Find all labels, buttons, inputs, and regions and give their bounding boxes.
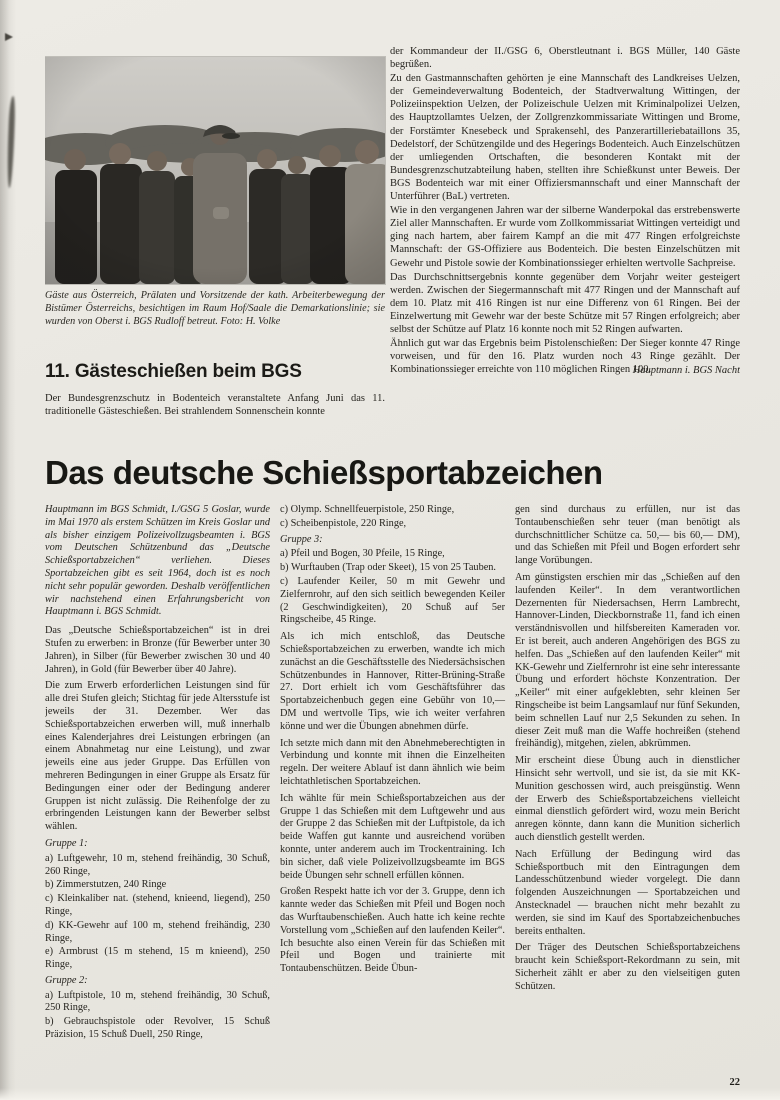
paragraph: Ich setzte mich dann mit den Abnehmeberechtigten in Verbindung und konnte mit ihnen die Einzelheiten regeln. Der weitere Ablauf ist dann ähnlich wie beim leichtathletischen Sportabzeichen. (280, 737, 505, 787)
photo-caption: Gäste aus Österreich, Prälaten und Vorsitzende der kath. Arbeiterbewegung der Bistümer Österreichs, besichtigen im Raum Hof/Saale die Demarkationslinie; sie wurden von Oberst i. BGS Rudloff betreut. Foto: H. Volke (45, 290, 385, 327)
list-item: a) Pfeil und Bogen, 30 Pfeile, 15 Ringe, (280, 548, 445, 560)
article2-col1 (45, 504, 270, 1092)
paragraph: Ich wählte für mein Schießsportabzeichen aus der Gruppe 1 das Schießen mit dem Luftgewehr und aus der Gruppe 2 das Schießen mit der Luftpistole, da ich beide Waffen gut kannte und ausreichend vorüben konnte, unter anderem auch im Trockentraining. Ich bin sicher, daß viele Polizeivollzugsbeamte im BGS beide Übungen sehr schnell erfüllen können. (280, 792, 505, 881)
group1-label: Gruppe 1: (45, 837, 88, 849)
list-item: c) Laufender Keiler, 50 m mit Gewehr und Zielfernrohr, auf den sich seitlich bewegenden Keiler (2 Geschwindigkeiten), 20 Schuß auf 5er Ringscheibe, 45 Ringe. (280, 575, 505, 626)
paragraph: der Kommandeur der II./GSG 6, Oberstleutnant i. BGS Müller, 140 Gäste begrüßen. (390, 46, 740, 71)
article1-continuation (390, 45, 740, 445)
paragraph: Am günstigsten erschien mir das „Schießen auf den laufenden Keiler“. In dem verantwortlichen Dezernenten für Niedersachsen, Herrn Lambrecht, Hannover-Linden, Dieckbornstraße 11, fand ich einen verständnisvollen und hilfsbereiten Kameraden vor. Er ist bereit, auch anderen Angehörigen des BGS zu helfen. Das „Schießen auf den laufenden Keiler“ mit KK-Gewehr und Zielfernrohr ist eine sehr interessante Übung und erfordert höchste Konzentration. Der „Keiler“ mit einer aufgeklebten, sehr kleinen 5er Ringscheibe ist beim Langsamlauf nur fünf Sekunden, beim schnellen Lauf nur 2,5 Sekunden zu sehen. In dieser Zeit muß man die Waffe hochreißen (stehend freihändig), mitgehen, zielen, abkrümmen. (515, 571, 740, 750)
paragraph: Das „Deutsche Schießsportabzeichen“ ist in drei Stufen zu erwerben: in Bronze (für Bewerber unter 30 Jahren), in Silber (für Bewerber zwischen 30 und 40 Jahren), in Gold (für Bewerber über 40 Jahre). (45, 625, 270, 675)
list-item: d) KK-Gewehr auf 100 m, stehend freihändig, 230 Ringe, (45, 919, 270, 944)
article2-col2 (280, 504, 505, 1092)
list-item: c) Scheibenpistole, 220 Ringe, (280, 517, 407, 529)
scan-strip-bottom (0, 1088, 780, 1100)
intro-paragraph: Hauptmann im BGS Schmidt, I./GSG 5 Goslar, wurde im Mai 1970 als erstem Schützen im Kreis Goslar und als bisher einzigem Polizeivollzugsbeamten i. BGS vom Deutschen Schützenbund das „Deutsche Schießsportabzeichen“ verliehen. Dieses Sportabzeichen gibt es seit 1964, doch ist es noch nicht sehr populär geworden. Deshalb veröffentlichen wir nachstehend einen Erfahrungsbericht von Hauptmann i. BGS Schmidt. (45, 504, 270, 618)
list-item: b) Wurftauben (Trap oder Skeet), 15 von 25 Tauben. (280, 562, 497, 574)
paragraph: Das Durchschnittsergebnis konnte gegenüber dem Vorjahr weiter gesteigert werden. Zwischen der Siegermannschaft mit 477 Ringen und der Mannschaft auf dem 10. Platz mit 416 Ringen ist nur eine Differenz von 61 Ringen. Bei der Einzelwertung mit Gewehr war der beste Schütze mit 57 Ringen erfolgreich; aber selbst der Schütze auf Platz 16 konnte noch mit 52 Ringen aufwarten. (390, 271, 740, 335)
paragraph: Ähnlich gut war das Ergebnis beim Pistolenschießen: Der Sieger konnte 47 Ringe vorweisen, und für den 16. Platz wurden noch 43 Ringe gezählt. Der Kombinationssieger erreichte von 110 möglichen Ringen 100. (390, 338, 740, 376)
paragraph: Als ich mich entschloß, das Deutsche Schießsportabzeichen zu erwerben, wandte ich mich zunächst an die Geschäftsstelle des Niedersächsischen Schützenbundes in Hannover, Ritter-Brüning-Straße 27. Dort erhielt ich vom Geschäftsführer das Sportabzeichenbuch gegen eine Gebühr von 10,— DM und wertvolle Tips, wie ich weiter verfahren könne und wer die Übungen abnehmen dürfe. (280, 631, 505, 732)
paragraph: Mir erscheint diese Übung auch in dienstlicher Hinsicht sehr wertvoll, und sie ist, da sie mit KK-Munition geschossen wird, auch preisgünstig. Wenn der Erwerb des Schießsportabzeichens vielleicht einmal dienstlich gefördert wird, wozu mein Bericht anregen könnte, dann kann die Munition sicherlich auch dienstlich gestellt werden. (515, 755, 740, 843)
top-section (45, 45, 740, 445)
article2-columns (45, 504, 740, 1092)
paragraph: Nach Erfüllung der Bedingung wird das Schießsportbuch mit den Eintragungen dem Landesschützenbund wieder vorgelegt. Die dann folgenden Auszeichnungen — Sportabzeichen und Anstecknadel — brauchen nicht mehr bezahlt zu werden, sie sind im Kauf des Sportabzeichenbuches bereits enthalten. (515, 848, 740, 937)
list-item: b) Gebrauchspistole oder Revolver, 15 Schuß Präzision, 15 Schuß Duell, 250 Ringe, (45, 1016, 270, 1041)
group2-label: Gruppe 2: (45, 974, 88, 986)
top-left-column (45, 45, 385, 445)
list-item: c) Olymp. Schnellfeuerpistole, 250 Ringe, (280, 504, 455, 515)
author-signature: Hauptmann i. BGS Nacht (632, 365, 740, 377)
article1-heading: 11. Gästeschießen beim BGS (45, 361, 302, 382)
list-item: a) Luftgewehr, 10 m, stehend freihändig, 30 Schuß, 260 Ringe, (45, 852, 270, 877)
page-number: 22 (729, 1077, 740, 1088)
paragraph: gen sind durchaus zu erfüllen, nur ist das Tontaubenschießen sehr teuer (man benötigt als durchschnittlicher Schütze ca. 50,— bis 60,— DM), und das Schießen mit Pfeil und Bogen erfordert sehr lange Vorübungen. (515, 504, 740, 567)
photo-wrap (45, 57, 385, 284)
page-content (45, 45, 740, 1092)
paragraph: Der Träger des Deutschen Schießsportabzeichens braucht kein Schießsport-Rekordmann zu sein, mit Sicherheit zählt er aber zu den vielseitigen guten Schützen. (515, 942, 740, 992)
article2-col3 (515, 504, 740, 1092)
article1-lead: Der Bundesgrenzschutz in Bodenteich veranstaltete Anfang Juni das 11. traditionelle Gästeschießen. Bei strahlendem Sonnenschein konnte (45, 393, 385, 417)
group3-label: Gruppe 3: (280, 533, 323, 545)
group-photo (45, 57, 385, 284)
paragraph: Großen Respekt hatte ich vor der 3. Gruppe, denn ich kannte weder das Schießen mit Pfeil und Bogen noch das Wurftaubenschießen. Auch hatte ich keine rechte Vorstellung vom „Schießen auf den laufenden Keiler“. Ich besuchte also einen Verein für das Schießen mit Pfeil und Bogen und trainierte mit Tontaubenschützen. Beide Übun- (280, 886, 505, 975)
paragraph: Wie in den vergangenen Jahren war der silberne Wanderpokal das erstrebenswerte Ziel aller Mannschaften. Er wurde vom Zollkommissariat Wittingen verteidigt und ging nach hartem, aber fairem Kampf an die mit 477 Ringen erfolgreichste Mannschaft: der GS-Offiziere aus Bodenteich. Die besten Einzelschützen mit Gewehr und Pistole sowie der Kombinationssieger erhielten wertvolle Sachpreise. (390, 205, 740, 269)
ink-mark (5, 33, 13, 41)
list-item: c) Kleinkaliber nat. (stehend, knieend, liegend), 250 Ringe, (45, 893, 270, 917)
list-item: b) Zimmerstutzen, 240 Ringe (45, 879, 167, 891)
paragraph: Zu den Gastmannschaften gehörten je eine Mannschaft des Landkreises Uelzen, der Gemeindeverwaltung Bodenteich, der Stadtverwaltung Wittingen, der Polizeiinspektion Uelzen, der Polizeischule Uelzen mit Kriminalpolizei Uelzen, des Hauptzollamtes Uelzen, der Zollgrenzkommissariate Wittingen und Brome, der Forstämter Knesebeck und Sprakensehl, des Panzerartilleriebataillons 35, Dedelstorf, der Schützengilde und des Hegerings Bodenteich. Auch Einzelschützen der umliegenden Ortschaften, die besonderen Kontakt mit der Bundesgrenzschutzabteilung haben, stellten ihre Schießkunst unter Beweis. Der BGS Bodenteich war mit einer Offiziersmannschaft und einer Mannschaft der Unterführer (BaL) vertreten. (390, 73, 740, 203)
paragraph: Die zum Erwerb erforderlichen Leistungen sind für alle drei Stufen gleich; Stichtag für jede Altersstufe ist jeweils der 31. Dezember. Wer das Schießsportabzeichen erwerben will, muß innerhalb eines Kalenderjahres drei Leistungen erbringen (an einem Abnahmetag nur eine Leistung), und zwar jeweils eine aus jeder Gruppe. Das Erfüllen von mehreren Bedingungen in einer Gruppe als Ersatz für Bedingungen einer oder der Bedingung anderer Gruppen ist nicht zulässig. Die Reihenfolge der zu erbringenden Leistungen kann der Bewerber selbst wählen. (45, 680, 270, 833)
article2-headline: Das deutsche Schießsportabzeichen (45, 454, 603, 491)
ink-streak (6, 96, 15, 188)
list-item: a) Luftpistole, 10 m, stehend freihändig, 30 Schuß, 250 Ringe, (45, 989, 270, 1014)
list-item: e) Armbrust (15 m stehend, 15 m knieend), 250 Ringe, (45, 946, 270, 971)
